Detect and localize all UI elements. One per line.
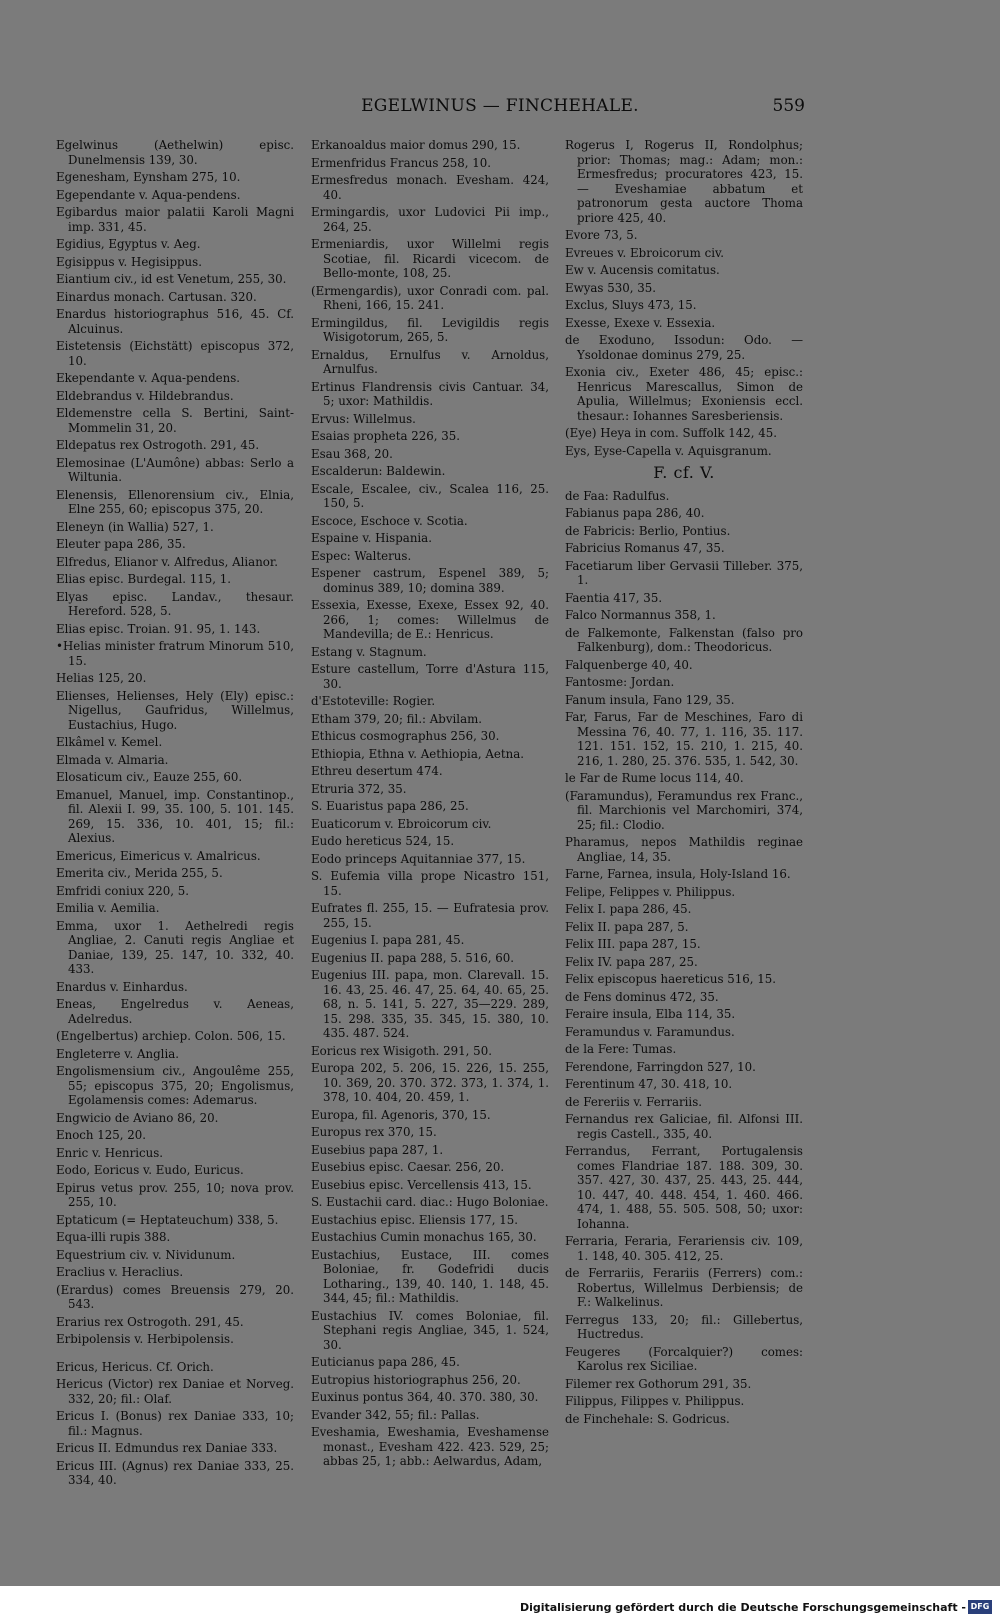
index-entry: Egisippus v. Hegisippus.: [56, 254, 202, 269]
index-entry: Evander 342, 55; fil.: Pallas.: [311, 1407, 480, 1422]
index-entry: le Far de Rume locus 114, 40.: [565, 771, 744, 785]
index-entry: Espaine v. Hispania.: [311, 531, 432, 545]
index-entry: Ferregus 133, 20; fil.: Gillebertus, Huctredus.: [565, 1312, 803, 1341]
index-entry: Elyas episc. Landav., thesaur. Hereford. 528, 5.: [56, 589, 294, 618]
index-entry: Eys, Eyse-Capella v. Aquisgranum.: [565, 443, 772, 458]
index-entry: Felix I. papa 286, 45.: [565, 902, 692, 916]
index-entry: Etham 379, 20; fil.: Abvilam.: [311, 711, 483, 726]
index-entry: Fabianus papa 286, 40.: [565, 506, 705, 520]
index-entry: Elfredus, Elianor v. Alfredus, Alianor.: [56, 554, 278, 569]
index-entry: Engwicio de Aviano 86, 20.: [56, 1110, 219, 1125]
index-entry: Felix IV. papa 287, 25.: [565, 954, 698, 969]
index-entry: Eustachius IV. comes Boloniae, fil. Stephani regis Angliae, 345, 1. 524, 30.: [311, 1308, 549, 1352]
index-entry: de Fereriis v. Ferrariis.: [565, 1094, 702, 1109]
index-entry: Ericus, Hericus. Cf. Orich.: [56, 1359, 214, 1374]
index-entry: Ermeniardis, uxor Willelmi regis Scotiae, fil. Ricardi vicecom. de Bello-monte, 108, 25.: [311, 237, 549, 280]
index-entry: Engleterre v. Anglia.: [56, 1046, 180, 1061]
index-entry: Eusebius episc. Caesar. 256, 20.: [311, 1160, 505, 1174]
index-column-right: [565, 138, 803, 1429]
index-entry: Fantosme: Jordan.: [565, 675, 675, 689]
index-entry: Ferrandus, Ferrant, Portugalensis comes Flandriae 187. 188. 309, 30. 357. 427, 30. 437, 25. 443, 25. 444, 10. 447, 40. 448. 454, 1. 460. 466. 474, 1. 488, 55. 505. 508, 50; uxor: Iohanna.: [565, 1144, 803, 1231]
index-entry: Fabricius Romanus 47, 35.: [565, 541, 725, 555]
index-entry: Elemosinae (L'Aumône) abbas: Serlo a Wiltunia.: [56, 455, 294, 484]
index-entry: Erbipolensis v. Herbipolensis.: [56, 1332, 234, 1346]
index-entry: Eustachius Cumin monachus 165, 30.: [311, 1230, 537, 1244]
index-entry: Eugenius III. papa, mon. Clarevall. 15. 16. 43, 25. 46. 47, 25. 64, 40. 65, 25. 68, n. 5. 141, 5. 227, 35—229. 289, 15. 298. 335, 35. 345, 15. 380, 10. 435. 487. 524.: [311, 968, 549, 1040]
index-entry: Emanuel, Manuel, imp. Constantinop., fil. Alexii I. 99, 35. 100, 5. 101. 145. 269, 15. 336, 10. 401, 15; fil.: Alexius.: [56, 787, 294, 845]
index-entry: Falquenberge 40, 40.: [565, 657, 693, 672]
index-entry: Ethreu desertum 474.: [311, 764, 443, 778]
index-entry: Evreues v. Ebroicorum civ.: [565, 245, 724, 260]
index-entry: Enoch 125, 20.: [56, 1128, 147, 1142]
index-entry: Esau 368, 20.: [311, 446, 393, 461]
index-entry: Ericus II. Edmundus rex Daniae 333.: [56, 1441, 278, 1455]
index-entry: Pharamus, nepos Mathildis reginae Angliae, 14, 35.: [565, 835, 803, 864]
index-entry: Eldemenstre cella S. Bertini, Saint-Mommelin 31, 20.: [56, 406, 294, 435]
index-entry: S. Eufemia villa prope Nicastro 151, 15.: [311, 869, 549, 898]
index-entry: Eugenius I. papa 281, 45.: [311, 933, 465, 947]
index-entry: Ernaldus, Ernulfus v. Arnoldus, Arnulfus.: [311, 347, 549, 376]
index-entry: Filemer rex Gothorum 291, 35.: [565, 1376, 752, 1391]
index-entry: Escale, Escalee, civ., Scalea 116, 25. 150, 5.: [311, 481, 549, 510]
index-entry: Eraclius v. Heraclius.: [56, 1265, 184, 1279]
entry-gap: [56, 1350, 294, 1360]
index-entry: Etruria 372, 35.: [311, 781, 407, 796]
index-entry: (Erardus) comes Breuensis 279, 20. 543.: [56, 1282, 294, 1311]
index-entry: Egibardus maior palatii Karoli Magni imp. 331, 45.: [56, 205, 294, 234]
index-entry: Ferentinum 47, 30. 418, 10.: [565, 1077, 733, 1091]
index-entry: Elkâmel v. Kemel.: [56, 735, 163, 749]
index-entry: Estang v. Stagnum.: [311, 644, 427, 659]
page-number: 559: [772, 96, 805, 116]
index-entry: Egidius, Egyptus v. Aeg.: [56, 237, 201, 251]
index-entry: de Falkemonte, Falkenstan (falso pro Falkenburg), dom.: Theodoricus.: [565, 625, 803, 654]
index-entry: de Faa: Radulfus.: [565, 488, 670, 503]
index-entry: Escoce, Eschoce v. Scotia.: [311, 513, 468, 528]
index-entry: Emerita civ., Merida 255, 5.: [56, 866, 223, 880]
index-entry: Europus rex 370, 15.: [311, 1125, 437, 1139]
index-entry: Eutropius historiographus 256, 20.: [311, 1372, 521, 1387]
index-entry: Ermesfredus monach. Evesham. 424, 40.: [311, 173, 549, 202]
index-entry: Ericus III. (Agnus) rex Daniae 333, 25. 334, 40.: [56, 1458, 294, 1487]
index-column-middle: [311, 138, 549, 1472]
index-entry: Farne, Farnea, insula, Holy-Island 16.: [565, 867, 791, 881]
index-entry: Erarius rex Ostrogoth. 291, 45.: [56, 1314, 244, 1329]
index-entry: Ewyas 530, 35.: [565, 280, 656, 295]
index-entry: S. Eustachii card. diac.: Hugo Boloniae.: [311, 1195, 549, 1209]
index-entry: Eugenius II. papa 288, 5. 516, 60.: [311, 950, 515, 965]
index-entry: Engolismensium civ., Angoulême 255, 55; episcopus 375, 20; Engolismus, Egolamensis comes: Ademarus.: [56, 1064, 294, 1107]
index-entry: Ericus I. (Bonus) rex Daniae 333, 10; fil.: Magnus.: [56, 1409, 294, 1438]
index-entry: Ferendone, Farringdon 527, 10.: [565, 1059, 756, 1074]
index-entry: Europa 202, 5. 206, 15. 226, 15. 255, 10. 369, 20. 370. 372. 373, 1. 374, 1. 378, 10. 404, 20. 459, 1.: [311, 1061, 549, 1104]
index-entry: Emfridi coniux 220, 5.: [56, 883, 190, 898]
index-entry: Feugeres (Forcalquier?) comes: Karolus rex Siciliae.: [565, 1344, 803, 1373]
dfg-logo: DFG: [968, 1600, 992, 1614]
index-entries-e: [565, 138, 803, 458]
index-entry: Facetiarum liber Gervasii Tilleber. 375, 1.: [565, 558, 803, 587]
index-entry: Equa-illi rupis 388.: [56, 1230, 171, 1244]
index-entry: Euticianus papa 286, 45.: [311, 1355, 460, 1369]
index-entry: Eustachius episc. Eliensis 177, 15.: [311, 1212, 519, 1227]
index-entry: Eodo princeps Aquitanniae 377, 15.: [311, 851, 526, 866]
index-entry: Espec: Walterus.: [311, 548, 412, 563]
index-entry: Egelwinus (Aethelwin) episc. Dunelmensis 139, 30.: [56, 138, 294, 167]
index-entry: Faentia 417, 35.: [565, 590, 663, 605]
index-entry: Hericus (Victor) rex Daniae et Norveg. 332, 20; fil.: Olaf.: [56, 1377, 294, 1406]
index-entry: de Fabricis: Berlio, Pontius.: [565, 523, 731, 538]
index-entry: •Helias minister fratrum Minorum 510, 15.: [56, 639, 294, 668]
index-entry: Eldebrandus v. Hildebrandus.: [56, 388, 234, 403]
index-entry: Euxinus pontus 364, 40. 370. 380, 30.: [311, 1390, 539, 1404]
index-entry: Exonia civ., Exeter 486, 45; episc.: Henricus Marescallus, Simon de Apulia, Willelmus; Exoniensis eccl. thesaur.: Iohannes Saresberiensis.: [565, 365, 803, 423]
running-header-title: EGELWINUS — FINCHEHALE.: [361, 96, 639, 116]
index-entry: d'Estoteville: Rogier.: [311, 694, 436, 708]
index-entry: Eoricus rex Wisigoth. 291, 50.: [311, 1043, 492, 1058]
index-entry: (Faramundus), Feramundus rex Franc., fil. Marchionis vel Marchomiri, 374, 25; fil.: Clodio.: [565, 788, 803, 832]
index-entry: S. Euaristus papa 286, 25.: [311, 799, 469, 813]
index-entry: Erkanoaldus maior domus 290, 15.: [311, 138, 521, 152]
index-entry: Fanum insula, Fano 129, 35.: [565, 692, 735, 707]
index-entry: Equestrium civ. v. Nividunum.: [56, 1247, 236, 1262]
index-entry: Eveshamia, Eweshamia, Eveshamense monast., Evesham 422. 423. 529, 25; abbas 25, 1; abb.: Aelwardus, Adam,: [311, 1425, 549, 1468]
index-entry: Evore 73, 5.: [565, 228, 638, 242]
index-entry: Fernandus rex Galiciae, fil. Alfonsi III. regis Castell., 335, 40.: [565, 1112, 803, 1141]
index-entry: Emilia v. Aemilia.: [56, 901, 160, 915]
index-entry: Eufrates fl. 255, 15. — Eufratesia prov. 255, 15.: [311, 901, 549, 930]
index-entry: (Eye) Heya in com. Suffolk 142, 45.: [565, 426, 778, 440]
index-entry: (Ermengardis), uxor Conradi com. pal. Rheni, 166, 15. 241.: [311, 283, 549, 312]
index-entry: Elias episc. Burdegal. 115, 1.: [56, 572, 232, 586]
index-entry: Felix III. papa 287, 15.: [565, 937, 701, 951]
index-entry: Eneas, Engelredus v. Aeneas, Adelredus.: [56, 997, 294, 1026]
index-entry: Eudo hereticus 524, 15.: [311, 834, 455, 848]
index-entry: de Exoduno, Issodun: Odo. — Ysoldonae dominus 279, 25.: [565, 333, 803, 362]
index-entry: Euaticorum v. Ebroicorum civ.: [311, 816, 492, 831]
index-entry: Helias 125, 20.: [56, 671, 147, 685]
index-entry: Ekependante v. Aqua-pendens.: [56, 371, 241, 385]
index-entry: Elenensis, Ellenorensium civ., Elnia, Elne 255, 60; episcopus 375, 20.: [56, 487, 294, 516]
index-entry: Esaias propheta 226, 35.: [311, 429, 461, 443]
index-entry: Eodo, Eoricus v. Eudo, Euricus.: [56, 1163, 244, 1177]
index-entry: Ethiopia, Ethna v. Aethiopia, Aetna.: [311, 746, 524, 761]
index-entry: Eusebius episc. Vercellensis 413, 15.: [311, 1177, 532, 1192]
index-entry: Escalderun: Baldewin.: [311, 464, 446, 478]
index-entry: Eleneyn (in Wallia) 527, 1.: [56, 519, 214, 534]
index-entry: Exesse, Exexe v. Essexia.: [565, 315, 716, 330]
section-heading-f: F. cf. V.: [653, 463, 715, 482]
index-entry: Emericus, Eimericus v. Amalricus.: [56, 848, 261, 863]
index-entry: (Engelbertus) archiep. Colon. 506, 15.: [56, 1029, 286, 1043]
index-entry: Feraire insula, Elba 114, 35.: [565, 1007, 736, 1021]
index-entry: Feramundus v. Faramundus.: [565, 1024, 735, 1039]
index-entry: Felix II. papa 287, 5.: [565, 919, 689, 934]
index-entry: Rogerus I, Rogerus II, Rondolphus; prior: Thomas; mag.: Adam; mon.: Ermesfredus; procuratores 423, 15. — Eveshamiae abbatum et patronorum gesta auctore Thoma priore 425, 40.: [565, 138, 803, 225]
index-entry: Ermingildus, fil. Levigildis regis Wisigotorum, 265, 5.: [311, 315, 549, 344]
index-entry: Eldepatus rex Ostrogoth. 291, 45.: [56, 438, 260, 452]
index-entry: Eusebius papa 287, 1.: [311, 1142, 444, 1157]
index-entry: Emma, uxor 1. Aethelredi regis Angliae, 2. Canuti regis Angliae et Daniae, 139, 25. 147, 10. 332, 40. 433.: [56, 918, 294, 976]
funding-notice: Digitalisierung gefördert durch die Deutsche Forschungsgemeinschaft -: [519, 1601, 966, 1614]
index-entries-f: [565, 489, 803, 1427]
index-entry: Ethicus cosmographus 256, 30.: [311, 729, 500, 743]
index-entry: de Finchehale: S. Godricus.: [565, 1411, 730, 1426]
index-entry: Ermingardis, uxor Ludovici Pii imp., 264, 25.: [311, 205, 549, 234]
index-column-left: [56, 138, 294, 1491]
index-entry: Einardus monach. Cartusan. 320.: [56, 289, 257, 304]
index-entry: de la Fere: Tumas.: [565, 1042, 677, 1056]
index-entry: Eustachius, Eustace, III. comes Boloniae, fr. Godefridi ducis Lotharing., 139, 40. 140, 1. 148, 45. 344, 45; fil.: Mathildis.: [311, 1247, 549, 1305]
index-entry: Enardus historiographus 516, 45. Cf. Alcuinus.: [56, 307, 294, 336]
index-entry: Felix episcopus haereticus 516, 15.: [565, 972, 777, 986]
index-entry: de Fens dominus 472, 35.: [565, 989, 719, 1004]
index-entry: Egependante v. Aqua-pendens.: [56, 187, 241, 202]
index-entry: Ertinus Flandrensis civis Cantuar. 34, 5; uxor: Mathildis.: [311, 379, 549, 408]
index-entry: Ew v. Aucensis comitatus.: [565, 263, 720, 277]
index-entry: Essexia, Exesse, Exexe, Essex 92, 40. 266, 1; comes: Willelmus de Mandevilla; de E.: Henricus.: [311, 598, 549, 641]
index-entry: Enric v. Henricus.: [56, 1145, 164, 1160]
index-entry: Ervus: Willelmus.: [311, 411, 416, 426]
index-entry: Enardus v. Einhardus.: [56, 979, 188, 994]
index-entry: Exclus, Sluys 473, 15.: [565, 298, 697, 312]
index-entry: de Ferrariis, Ferariis (Ferrers) com.: Robertus, Willelmus Derbiensis; de F.: Walkelinus.: [565, 1266, 803, 1309]
index-entry: Elosaticum civ., Eauze 255, 60.: [56, 770, 243, 784]
index-entry: Filippus, Filippes v. Philippus.: [565, 1394, 745, 1408]
index-entry: Epirus vetus prov. 255, 10; nova prov. 255, 10.: [56, 1180, 294, 1209]
index-entry: Eiantium civ., id est Venetum, 255, 30.: [56, 272, 287, 286]
index-entry: Ermenfridus Francus 258, 10.: [311, 155, 491, 170]
index-entry: Elmada v. Almaria.: [56, 752, 169, 767]
index-entry: Falco Normannus 358, 1.: [565, 608, 716, 622]
index-entry: Eistetensis (Eichstätt) episcopus 372, 10.: [56, 339, 294, 368]
index-entry: Eptaticum (= Heptateuchum) 338, 5.: [56, 1212, 279, 1227]
index-entry: Espener castrum, Espenel 389, 5; dominus 389, 10; domina 389.: [311, 566, 549, 595]
index-entry: Far, Farus, Far de Meschines, Faro di Messina 76, 40. 77, 1. 116, 35. 117. 121. 151. 152, 15. 210, 1. 215, 40. 216, 1. 280, 25. 376. 535, 1. 542, 30.: [565, 710, 803, 768]
index-entry: Eleuter papa 286, 35.: [56, 537, 186, 551]
index-entry: Elienses, Helienses, Hely (Ely) episc.: Nigellus, Gaufridus, Willelmus, Eustachius, Hugo.: [56, 688, 294, 732]
index-entry: Elias episc. Troian. 91. 95, 1. 143.: [56, 621, 261, 636]
index-entry: Europa, fil. Agenoris, 370, 15.: [311, 1107, 491, 1122]
index-entry: Ferraria, Feraria, Ferariensis civ. 109, 1. 148, 40. 305. 412, 25.: [565, 1234, 803, 1263]
index-entry: Esture castellum, Torre d'Astura 115, 30.: [311, 662, 549, 691]
index-entry: Egenesham, Eynsham 275, 10.: [56, 170, 241, 184]
footer-bar: [0, 1586, 1000, 1619]
index-entry: Felipe, Felippes v. Philippus.: [565, 884, 736, 899]
